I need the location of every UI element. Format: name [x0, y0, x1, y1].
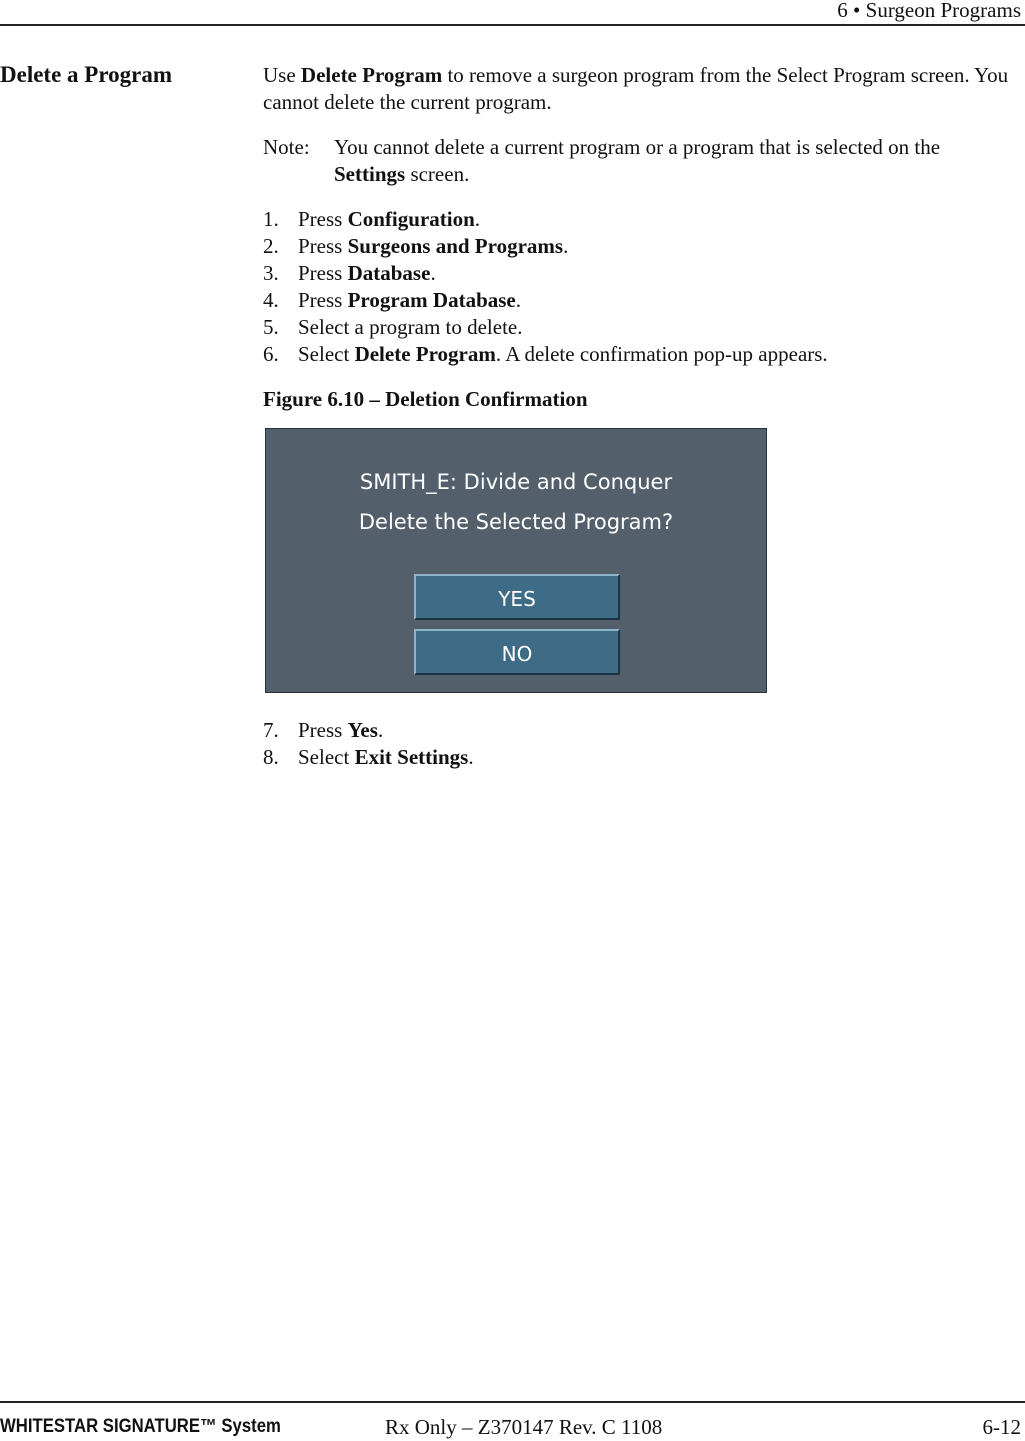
step-number: 7. [263, 718, 279, 742]
step-bold: Yes [347, 718, 378, 742]
running-header: 6 • Surgeon Programs [837, 0, 1021, 22]
intro-rest: to remove a surgeon program from the Select Program screen. You cannot delete the current program. [263, 63, 1009, 114]
note [263, 134, 1013, 188]
step-bold: Delete Program [354, 342, 496, 366]
step-pre: Select [298, 745, 355, 769]
dialog-program-name: SMITH_E: Divide and Conquer [359, 470, 673, 494]
figure-caption: Figure 6.10 – Deletion Confirmation [263, 387, 588, 411]
step-pre: Press [298, 261, 348, 285]
step-item [263, 744, 1013, 771]
step-post: . [474, 207, 481, 231]
step-pre: Select [298, 342, 355, 366]
step-post: . [377, 718, 384, 742]
footer-rule [0, 1401, 1025, 1403]
footer-page-number: 6-12 [982, 1415, 1021, 1439]
step-post: . [430, 261, 436, 285]
no-button[interactable]: NO [414, 629, 620, 675]
section-title: Delete a Program [0, 62, 172, 87]
step-post: . [515, 288, 522, 312]
dialog-question: Delete the Selected Program? [358, 510, 674, 534]
step-post: . A delete confirmation pop-up appears. [495, 342, 828, 366]
step-post: . [468, 745, 474, 769]
step-pre: Press [298, 288, 348, 312]
step-item [263, 717, 1013, 744]
intro-bold: Delete Program [300, 63, 443, 87]
step-bold: Surgeons and Programs [347, 234, 564, 258]
intro-paragraph [263, 62, 1013, 116]
step-number: 8. [263, 745, 279, 769]
step-number: 1. [263, 207, 279, 231]
step-bold: Database [347, 261, 431, 285]
step-bold: Exit Settings [354, 745, 469, 769]
header-rule [0, 24, 1025, 26]
footer-product: WHITESTAR SIGNATURE™ System [0, 1416, 281, 1437]
step-pre: Press [298, 718, 348, 742]
step-item [263, 206, 1013, 233]
section-content [263, 62, 1013, 771]
step-item [263, 314, 1013, 341]
step-pre: Select a program to delete. [298, 315, 523, 339]
deletion-confirmation-dialog [265, 428, 767, 693]
yes-button[interactable]: YES [414, 574, 620, 620]
note-rest: screen. [405, 162, 470, 186]
note-text: You cannot delete a current program or a program that is selected on the [334, 135, 941, 159]
step-item [263, 233, 1013, 260]
steps-list [263, 206, 1013, 368]
step-number: 2. [263, 234, 279, 258]
note-label: Note: [263, 135, 310, 159]
step-pre: Press [298, 234, 348, 258]
step-number: 3. [263, 261, 279, 285]
step-post: . [563, 234, 569, 258]
step-item [263, 341, 1013, 368]
step-item [263, 260, 1013, 287]
step-number: 5. [263, 315, 279, 339]
step-number: 6. [263, 342, 279, 366]
step-number: 4. [263, 288, 279, 312]
step-item [263, 287, 1013, 314]
note-bold: Settings [334, 162, 406, 186]
intro-use: Use [263, 63, 301, 87]
step-bold: Program Database [347, 288, 516, 312]
step-pre: Press [298, 207, 348, 231]
steps-list-continued [263, 717, 1013, 771]
footer-doc-number: Rx Only – Z370147 Rev. C 1108 [385, 1415, 663, 1439]
step-bold: Configuration [347, 207, 475, 231]
